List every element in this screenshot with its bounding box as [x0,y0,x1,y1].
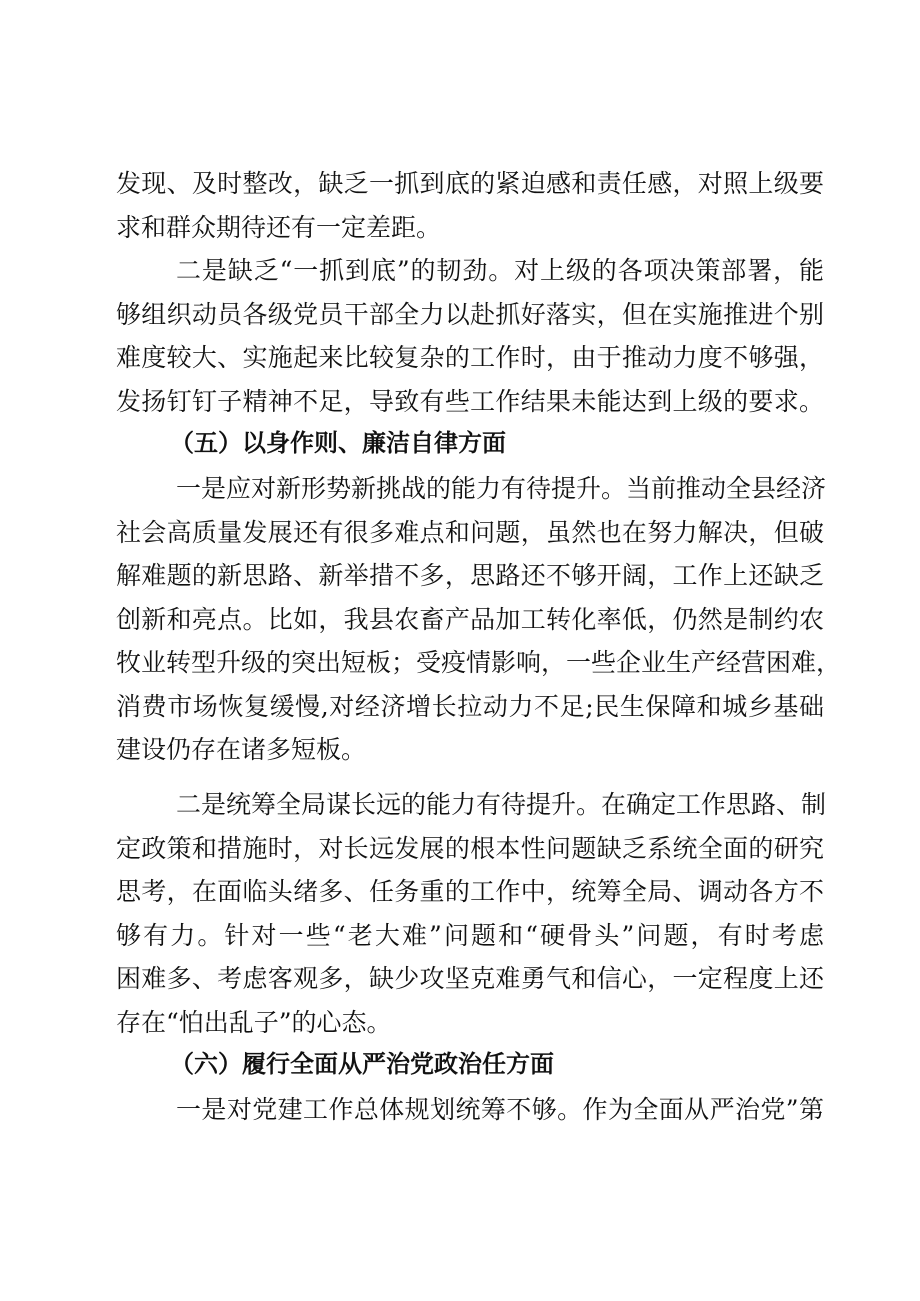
section-heading-text: （五）以身作则、廉洁自律方面 [170,429,506,457]
paragraph-item-1 [116,467,842,772]
text-line: 二是缺乏“一抓到底”的韧劲。对上级的各项决策部署，能 [176,256,824,285]
paragraph-item-1b [116,1088,824,1132]
text-line: 发现、及时整改，缺乏一抓到底的紧迫感和责任感，对照上级要 [116,169,824,198]
section-heading-text: （六）履行全面从严治党政治任方面 [170,1050,554,1078]
text-line: 求和群众期待还有一定差距。 [116,212,442,242]
text-line: 消费市场恢复缓慢,对经济增长拉动力不足;民生保障和城乡基础 [116,691,824,721]
text-line: 够组织动员各级党员干部全力以赴抓好落实，但在实施推进个别 [116,299,824,329]
text-line: 建设仍存在诸多短板。 [116,735,367,764]
text-line: 思考，在面临头绪多、任务重的工作中，统筹全局、调动各方不 [116,877,824,906]
text-line: 一是应对新形势新挑战的能力有待提升。当前推动全县经济 [176,474,827,503]
paragraph-continuation [116,162,824,249]
text-line: 二是统筹全局谋长远的能力有待提升。在确定工作思路、制 [176,790,827,819]
text-line: 社会高质量发展还有很多难点和问题，虽然也在努力解决，但破 [116,517,824,547]
text-line: 存在“怕出乱子”的心态。 [116,1007,392,1037]
text-line: 一是对党建工作总体规划统筹不够。作为全面从严治党”第 [176,1095,824,1124]
text-line: 解难题的新思路、新举措不多，思路还不够开阔，工作上还缺乏 [116,561,824,590]
paragraph-item-2 [116,249,824,423]
text-line: 牧业转型升级的突出短板；受疫情影响，一些企业生产经营困难， [116,648,842,677]
section-heading-5 [170,422,590,466]
text-line: 创新和亮点。比如，我县农畜产品加工转化率低，仍然是制约农 [116,604,824,634]
text-line: 定政策和措施时，对长远发展的根本性问题缺乏系统全面的研究 [116,833,824,863]
paragraph-item-2b [116,783,827,1044]
text-line: 够有力。针对一些“老大难”问题和“硬骨头”问题，有时考虑 [116,920,824,950]
text-line: 困难多、考虑客观多，缺少攻坚克难勇气和信心，一定程度上还 [116,964,824,993]
text-line: 难度较大、实施起来比较复杂的工作时，由于推动力度不够强， [116,343,824,372]
text-line: 发扬钉钉子精神不足，导致有些工作结果未能达到上级的要求。 [116,386,824,416]
section-heading-6 [170,1043,630,1087]
